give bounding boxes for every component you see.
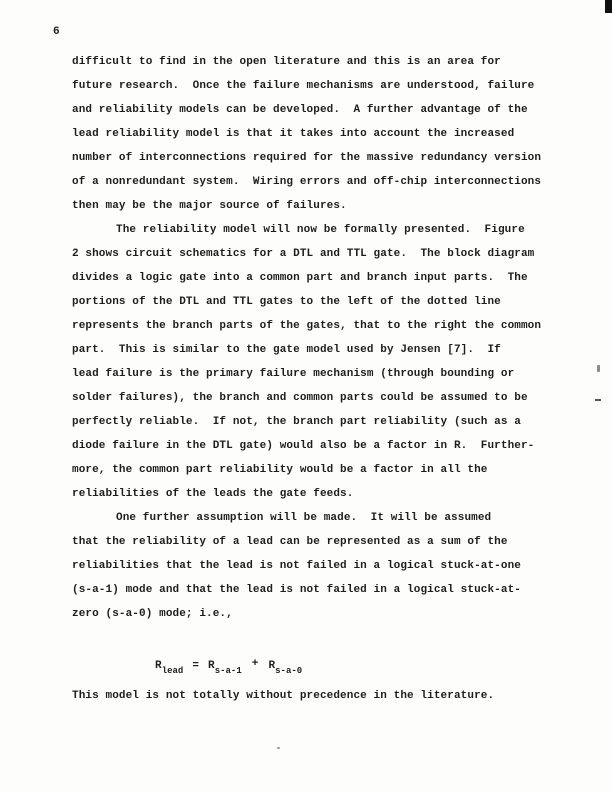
equation-lhs-subscript: lead [161, 666, 184, 676]
text-line: perfectly reliable. If not, the branch part reliability (such as a [72, 416, 521, 428]
text-line: reliabilities of the leads the gate feeds. [72, 488, 354, 500]
equation-term2-base: R [268, 660, 276, 672]
text-line: then may be the major source of failures. [72, 200, 347, 212]
text-line: future research. Once the failure mechanisms are understood, failure [72, 80, 535, 92]
text-line: The reliability model will now be formally presented. Figure [116, 224, 525, 236]
equation-term1-base: R [208, 660, 215, 672]
closing-line: This model is not totally without precedence in the literature. [72, 690, 495, 702]
text-line: that the reliability of a lead can be represented as a sum of the [72, 536, 508, 548]
text-line: part. This is similar to the gate model used by Jensen [7]. If [72, 344, 501, 356]
text-line: of a nonredundant system. Wiring errors and off-chip interconnections [72, 176, 542, 188]
text-line: more, the common part reliability would be a factor in all the [72, 464, 488, 476]
text-line: represents the branch parts of the gates, that to the right the common [72, 320, 542, 332]
bottom-speck-dot [277, 747, 280, 749]
text-line: difficult to find in the open literature and this is an area for [72, 56, 501, 68]
text-line: lead reliability model is that it takes into account the increased [72, 128, 515, 140]
equation-equals-sign: = [192, 660, 200, 672]
text-line: 2 shows circuit schematics for a DTL and TTL gate. The block diagram [72, 248, 535, 260]
text-line: portions of the DTL and TTL gates to the left of the dotted line [72, 296, 501, 308]
equation [155, 657, 302, 679]
body-text [72, 50, 572, 626]
text-line: number of interconnections required for the massive redundancy version [72, 152, 542, 164]
text-line: zero (s-a-0) mode; i.e., [72, 608, 233, 620]
page-number: 6 [53, 26, 60, 38]
text-line: and reliability models can be developed. A further advantage of the [72, 104, 528, 116]
equation-lhs-base: R [155, 660, 162, 672]
text-line: lead failure is the primary failure mechanism (through bounding or [72, 368, 515, 380]
text-line: (s-a-1) mode and that the lead is not failed in a logical stuck-at- [72, 584, 521, 596]
equation-term1-subscript: s-a-1 [214, 666, 242, 676]
corner-black-bar [605, 0, 612, 13]
text-line: One further assumption will be made. It will be assumed [116, 512, 492, 524]
margin-speck-dash [595, 399, 601, 401]
text-line: diode failure in the DTL gate) would also be a factor in R. Further- [72, 440, 535, 452]
equation-term2-subscript: s-a-0 [275, 666, 303, 676]
margin-speck-quote [597, 365, 600, 372]
equation-plus-sign: + [251, 658, 259, 670]
text-line: solder failures), the branch and common parts could be assumed to be [72, 392, 528, 404]
text-line: divides a logic gate into a common part and branch input parts. The [72, 272, 528, 284]
text-line: reliabilities that the lead is not failed in a logical stuck-at-one [72, 560, 521, 572]
